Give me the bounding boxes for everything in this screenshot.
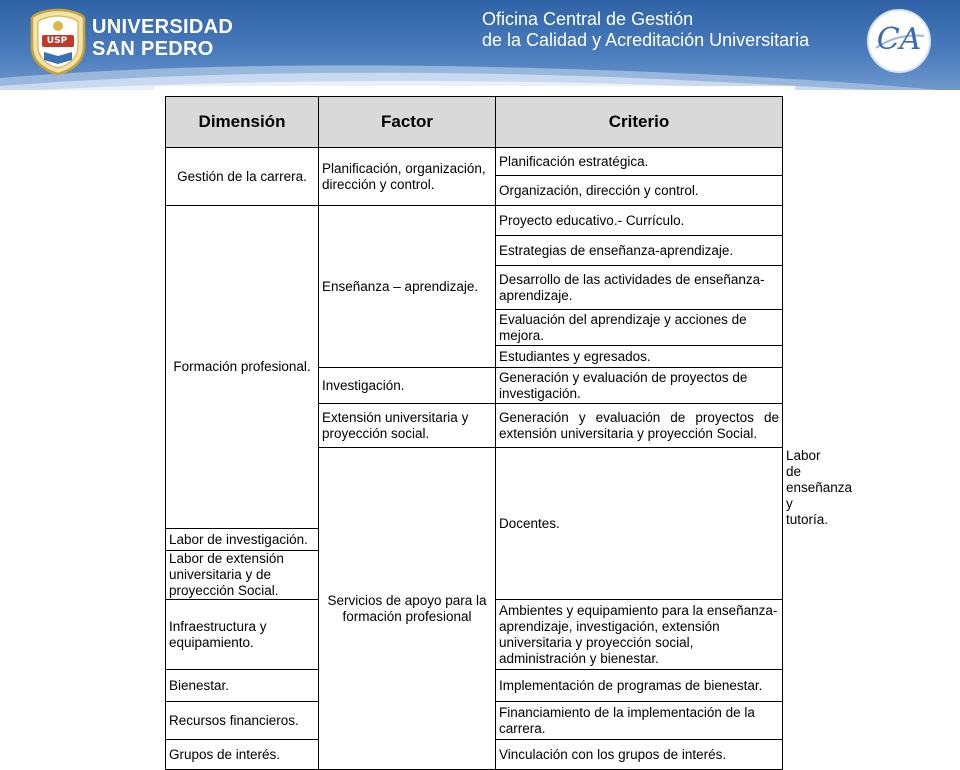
criterion-cell: Proyecto educativo.- Currículo. — [496, 206, 783, 236]
ca-logo-text: CA — [876, 22, 922, 57]
criterion-cell: Generación y evaluación de proyectos de investigación. — [496, 368, 783, 404]
factor-cell: Recursos financieros. — [166, 702, 319, 740]
factor-cell: Docentes. — [496, 448, 783, 600]
header-factor: Factor — [319, 97, 496, 148]
criterion-cell: Planificación estratégica. — [496, 148, 783, 176]
criterion-cell: Financiamiento de la implementación de la carrera. — [496, 702, 783, 740]
university-name-line1: UNIVERSIDAD — [92, 16, 234, 38]
office-name-line2: de la Calidad y Acreditación Universitaria — [482, 30, 810, 50]
criterion-cell: Estrategias de enseñanza-aprendizaje. — [496, 236, 783, 266]
factor-cell: Extensión universitaria y proyección social. — [319, 404, 496, 448]
university-name — [92, 16, 233, 60]
office-name-line1: Oficina Central de Gestión — [482, 9, 694, 29]
criterion-cell: Implementación de programas de bienestar. — [496, 670, 783, 702]
dimension-cell: Servicios de apoyo para la formación profesional — [319, 448, 496, 770]
header-banner — [0, 0, 960, 90]
header-dimension: Dimensión — [166, 97, 319, 148]
document-page — [155, 86, 853, 762]
criterion-cell: Labor de investigación. — [166, 529, 319, 551]
table-row — [166, 148, 783, 176]
header-criterion: Criterio — [496, 97, 783, 148]
criterion-cell: Vinculación con los grupos de interés. — [496, 740, 783, 770]
criterion-cell: Estudiantes y egresados. — [496, 346, 783, 368]
dimension-cell: Formación profesional. — [166, 206, 319, 529]
criterion-cell: Organización, dirección y control. — [496, 176, 783, 206]
factor-cell: Investigación. — [319, 368, 496, 404]
criterion-cell: Ambientes y equipamiento para la enseñanza-aprendizaje, investigación, extensión universitaria y proyección social, administración y bienestar. — [496, 600, 783, 670]
university-name-line2: SAN PEDRO — [92, 38, 214, 60]
usp-logo-text: USP — [46, 36, 68, 46]
office-name — [482, 9, 809, 51]
table-header-row — [166, 97, 783, 148]
criteria-table — [165, 96, 853, 770]
criterion-cell: Desarrollo de las actividades de enseñanza-aprendizaje. — [496, 266, 783, 310]
factor-cell: Infraestructura y equipamiento. — [166, 600, 319, 670]
criterion-cell: Evaluación del aprendizaje y acciones de mejora. — [496, 310, 783, 346]
criterion-cell: Generación y evaluación de proyectos de extensión universitaria y proyección Social. — [496, 404, 783, 448]
table-row: Servicios de apoyo para la formación profesional Docentes. Labor de enseñanza y tutoría. — [166, 448, 783, 529]
factor-cell: Planificación, organización, dirección y control. — [319, 148, 496, 206]
table-row — [166, 206, 783, 236]
dimension-cell: Gestión de la carrera. — [166, 148, 319, 206]
factor-cell: Grupos de interés. — [166, 740, 319, 770]
criterion-cell: Labor de extensión universitaria y de proyección Social. — [166, 551, 319, 600]
factor-cell: Enseñanza – aprendizaje. — [319, 206, 496, 368]
factor-cell: Bienestar. — [166, 670, 319, 702]
